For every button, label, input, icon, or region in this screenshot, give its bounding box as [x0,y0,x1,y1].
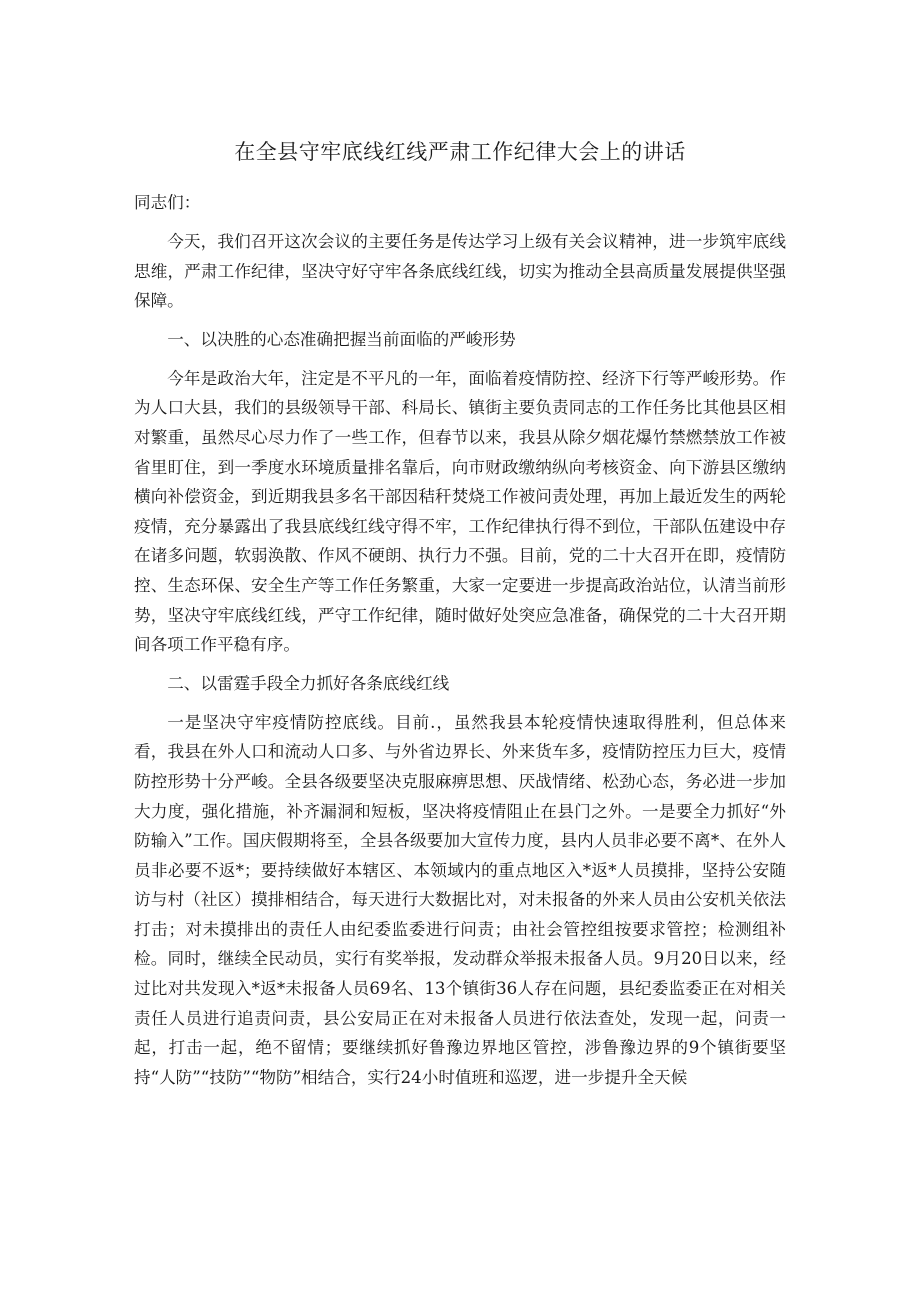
section-2-paragraph: 一是坚决守牢疫情防控底线。目前.，虽然我县本轮疫情快速取得胜利，但总体来看，我县在外人口和流动人口多、与外省边界长、外来货车多，疫情防控压力巨大，疫情防控形势十分严峻。全县各级要坚决克服麻痹思想、厌战情绪、松劲心态，务必进一步加大力度，强化措施，补齐漏洞和短板，坚决将疫情阻止在县门之外。一是要全力抓好“外防输入”工作。国庆假期将至，全县各级要加大宣传力度，县内人员非必要不离*、在外人员非必要不返*；要持续做好本辖区、本领域内的重点地区入*返*人员摸排，坚持公安随访与村（社区）摸排相结合，每天进行大数据比对，对未报备的外来人员由公安机关依法打击；对未摸排出的责任人由纪委监委进行问责；由社会管控组按要求管控；检测组补检。同时，继续全民动员，实行有奖举报，发动群众举报未报备人员。9月20日以来，经过比对共发现入*返*未报备人员69名、13个镇街36人存在问题，县纪委监委正在对相关责任人员进行追责问责，县公安局正在对未报备人员进行依法查处，发现一起，问责一起，打击一起，绝不留情；要继续抓好鲁豫边界地区管控，涉鲁豫边界的9个镇街要坚持“人防”“技防”“物防”相结合，实行24小时值班和巡逻，进一步提升全天候 [134,712,786,1087]
section-1-heading: 一、以决胜的心态准确把握当前面临的严峻形势 [167,329,516,349]
section-2-heading: 二、以雷霆手段全力抓好各条底线红线 [167,673,450,693]
document-title: 在全县守牢底线红线严肃工作纪律大会上的讲话 [234,140,686,164]
salutation: 同志们： [134,193,201,212]
section-1-paragraph: 今年是政治大年，注定是不平凡的一年，面临着疫情防控、经济下行等严峻形势。作为人口大县，我们的县级领导干部、科局长、镇街主要负责同志的工作任务比其他县区相对繁重，虽然尽心尽力作了一些工作，但春节以来，我县从除夕烟花爆竹禁燃禁放工作被省里盯住，到一季度水环境质量排名靠后，向市财政缴纳纵向考核资金、向下游县区缴纳横向补偿资金，到近期我县多名干部因秸秆焚烧工作被问责处理，再加上最近发生的两轮疫情，充分暴露出了我县底线红线守得不牢，工作纪律执行得不到位，干部队伍建设中存在诸多问题，软弱涣散、作风不硬朗、执行力不强。目前，党的二十大召开在即，疫情防控、生态环保、安全生产等工作任务繁重，大家一定要进一步提高政治站位，认清当前形势，坚决守牢底线红线，严守工作纪律，随时做好处突应急准备，确保党的二十大召开期间各项工作平稳有序。 [134,368,786,655]
intro-paragraph: 今天，我们召开这次会议的主要任务是传达学习上级有关会议精神，进一步筑牢底线思维，严肃工作纪律，坚决守好守牢各条底线红线，切实为推动全县高质量发展提供坚强保障。 [134,232,786,311]
